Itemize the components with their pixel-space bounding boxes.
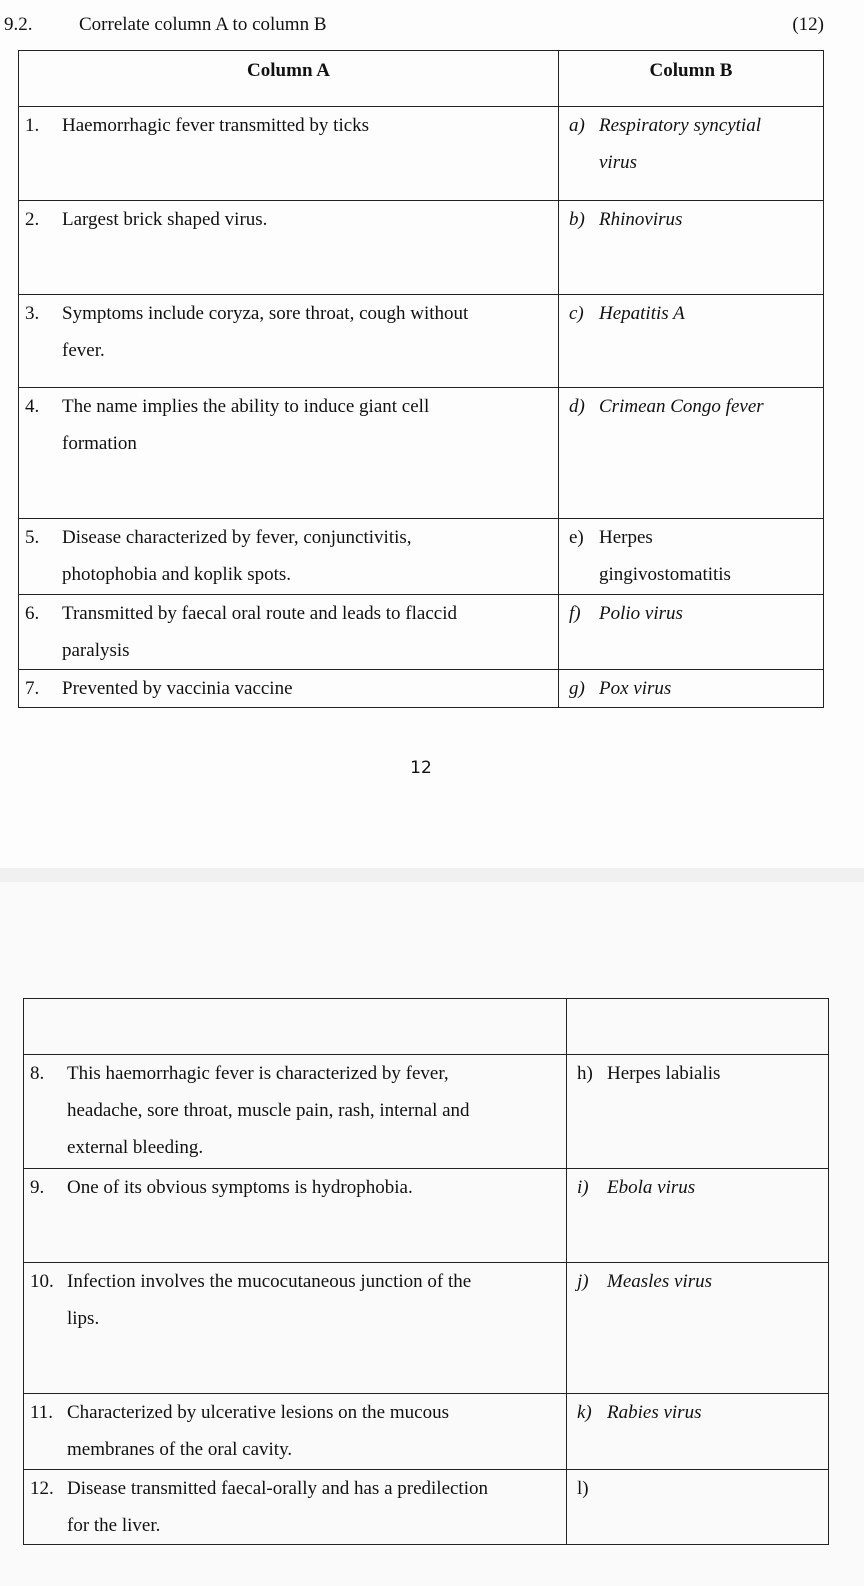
option-text: Hepatitis A	[599, 303, 685, 324]
question-marks: (12)	[792, 14, 824, 35]
column-b-cell	[559, 519, 824, 595]
table-row	[19, 107, 824, 201]
table-header-row	[19, 51, 824, 107]
column-a-cell	[19, 107, 559, 201]
table-row	[19, 201, 824, 295]
item-text: This haemorrhagic fever is characterized by fever,	[67, 1063, 449, 1084]
item-number: 3.	[25, 303, 40, 324]
column-a-cell	[19, 670, 559, 708]
column-a-cell	[24, 1470, 567, 1545]
table-row	[24, 1394, 829, 1470]
column-b-cell	[567, 1263, 829, 1394]
item-text: Disease transmitted faecal-orally and has a predilection	[67, 1478, 488, 1499]
column-a-cell	[24, 1055, 567, 1169]
column-b-cell	[559, 595, 824, 670]
column-b-cell	[559, 107, 824, 201]
table-row	[19, 388, 824, 519]
column-a-cell	[19, 201, 559, 295]
option-text: Respiratory syncytial	[599, 115, 761, 136]
option-text: Herpes labialis	[607, 1063, 721, 1084]
item-text-continued: fever.	[62, 340, 105, 361]
table-row	[19, 295, 824, 388]
table-row	[24, 1055, 829, 1169]
column-a-cell	[19, 295, 559, 388]
option-text: Rhinovirus	[599, 209, 683, 230]
option-letter: k)	[577, 1402, 592, 1423]
option-letter: h)	[577, 1063, 593, 1084]
option-letter: l)	[577, 1478, 589, 1499]
page-number: 12	[410, 758, 432, 778]
option-letter: j)	[577, 1271, 589, 1292]
item-text-continued: for the liver.	[67, 1515, 161, 1536]
question-title: Correlate column A to column B	[79, 14, 327, 35]
column-b-cell	[567, 1055, 829, 1169]
option-letter: e)	[569, 527, 584, 548]
item-text: Transmitted by faecal oral route and leads to flaccid	[62, 603, 457, 624]
column-a-header: Column A	[19, 51, 559, 107]
item-text: Characterized by ulcerative lesions on the mucous	[67, 1402, 449, 1423]
column-a-cell	[24, 1394, 567, 1470]
option-text: Herpes	[599, 527, 653, 548]
item-number: 10.	[30, 1271, 54, 1292]
table-row	[19, 595, 824, 670]
option-letter: f)	[569, 603, 581, 624]
column-b-header: Column B	[559, 51, 824, 107]
item-text: One of its obvious symptoms is hydrophobia.	[67, 1177, 413, 1198]
item-number: 11.	[30, 1402, 54, 1423]
item-number: 5.	[25, 527, 40, 548]
item-number: 4.	[25, 396, 40, 417]
table-row	[19, 519, 824, 595]
option-text: Ebola virus	[607, 1177, 696, 1198]
item-number: 7.	[25, 678, 40, 699]
column-a-cell	[24, 1169, 567, 1263]
option-text: Crimean Congo fever	[599, 396, 764, 417]
match-table-1	[18, 50, 824, 708]
option-letter: c)	[569, 303, 584, 324]
column-a-cell	[24, 1263, 567, 1394]
page-separator	[0, 868, 864, 882]
column-a-cell	[19, 519, 559, 595]
option-letter: a)	[569, 115, 585, 136]
column-b-cell	[559, 388, 824, 519]
item-text: Infection involves the mucocutaneous junction of the	[67, 1271, 472, 1292]
item-text: The name implies the ability to induce giant cell	[62, 396, 430, 417]
item-number: 1.	[25, 115, 40, 136]
option-text: Polio virus	[599, 603, 683, 624]
option-text: Rabies virus	[607, 1402, 702, 1423]
column-b-cell	[567, 1470, 829, 1545]
item-text-continued: headache, sore throat, muscle pain, rash, internal and	[67, 1100, 470, 1121]
option-letter: i)	[577, 1177, 589, 1198]
item-text: Haemorrhagic fever transmitted by ticks	[62, 115, 370, 136]
column-b-cell	[567, 1169, 829, 1263]
option-text: Measles virus	[607, 1271, 713, 1292]
item-text: Disease characterized by fever, conjunctivitis,	[62, 527, 412, 548]
option-text-continued: virus	[599, 152, 637, 173]
table-header-row	[24, 999, 829, 1055]
item-number: 6.	[25, 603, 40, 624]
item-text-continued: external bleeding.	[67, 1137, 204, 1158]
item-text-continued: photophobia and koplik spots.	[62, 564, 292, 585]
option-letter: g)	[569, 678, 585, 699]
item-text: Largest brick shaped virus.	[62, 209, 268, 230]
column-b-header-empty	[567, 999, 829, 1055]
item-number: 12.	[30, 1478, 54, 1499]
table-row	[24, 1470, 829, 1545]
column-b-cell	[559, 295, 824, 388]
table-row	[19, 670, 824, 708]
item-number: 2.	[25, 209, 40, 230]
match-table-2	[23, 998, 829, 1545]
table-row	[24, 1263, 829, 1394]
column-b-cell	[559, 201, 824, 295]
item-number: 8.	[30, 1063, 45, 1084]
question-number: 9.2.	[4, 14, 33, 35]
option-letter: d)	[569, 396, 585, 417]
column-b-cell	[559, 670, 824, 708]
item-text: Prevented by vaccinia vaccine	[62, 678, 293, 699]
item-number: 9.	[30, 1177, 45, 1198]
option-letter: b)	[569, 209, 585, 230]
table-row	[24, 1169, 829, 1263]
option-text: Pox virus	[599, 678, 672, 699]
item-text: Symptoms include coryza, sore throat, cough without	[62, 303, 469, 324]
option-text-continued: gingivostomatitis	[599, 564, 731, 585]
column-a-cell	[19, 595, 559, 670]
item-text-continued: formation	[62, 433, 137, 454]
column-a-cell	[19, 388, 559, 519]
item-text-continued: lips.	[67, 1308, 100, 1329]
column-b-cell	[567, 1394, 829, 1470]
item-text-continued: membranes of the oral cavity.	[67, 1439, 293, 1460]
column-a-header-empty	[24, 999, 567, 1055]
item-text-continued: paralysis	[62, 640, 130, 661]
